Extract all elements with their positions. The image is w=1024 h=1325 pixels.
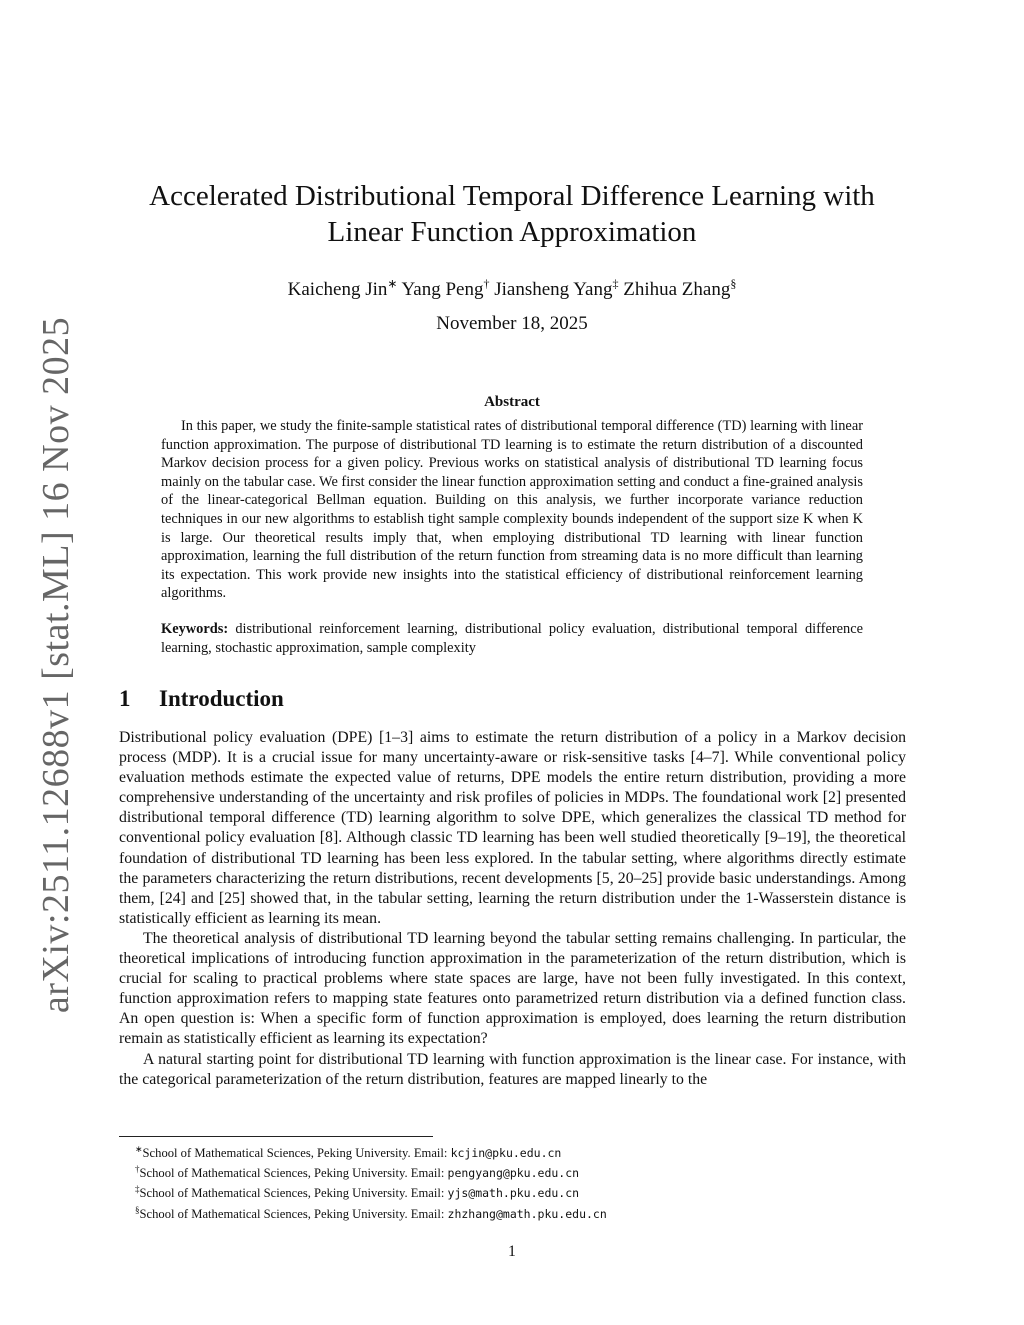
author-mark: ‡ <box>612 277 619 291</box>
footnote-email[interactable]: yjs@math.pku.edu.cn <box>447 1186 580 1201</box>
author-mark: ∗ <box>387 277 398 291</box>
footnote-mark: ∗ <box>135 1144 143 1154</box>
footnote-mark: ‡ <box>135 1184 140 1195</box>
keywords-list: distributional reinforcement learning, distributional policy evaluation, distributional temporal difference learning, stochastic approximation, sample complexity <box>161 621 863 656</box>
footnote <box>119 1181 906 1201</box>
footnote-text: School of Mathematical Sciences, Peking University. Email: <box>139 1166 448 1181</box>
footnote-text: School of Mathematical Sciences, Peking University. Email: <box>139 1186 448 1201</box>
author: Zhihua Zhang§ <box>623 277 737 301</box>
footnote-text: School of Mathematical Sciences, Peking University. Email: <box>139 1206 448 1221</box>
arxiv-identifier-text: arXiv:2511.12688v1 [stat.ML] 16 Nov 2025 <box>35 316 77 1014</box>
keywords-label: Keywords: <box>161 621 229 637</box>
footnote <box>119 1202 906 1222</box>
author-mark: † <box>483 277 490 291</box>
abstract-text: In this paper, we study the finite-sample statistical rates of distributional temporal difference (TD) learning with linear function approximation. The purpose of distributional TD learning is to estimate the return distribution of a discounted Markov decision process for a given policy. Previous works on statistical analysis of distributional TD learning focus mainly on the tabular case. We first consider the linear function approximation setting and conduct a fine-grained analysis of the linear-categorical Bellman equation. Building on this analysis, we further incorporate variance reduction techniques in our new algorithms to establish tight sample complexity bounds independent of the support size K when K is large. Our theoretical results imply that, when employing distributional TD learning with linear function approximation, learning the full distribution of the return function from streaming data is no more difficult than learning its expectation. This work provide new insights into the statistical efficiency of distributional reinforcement learning algorithms. <box>161 418 863 602</box>
footnote-mark: † <box>135 1164 140 1175</box>
abstract-heading: Abstract <box>484 394 540 410</box>
paragraph: The theoretical analysis of distributional TD learning beyond the tabular setting remains challenging. In particular, the theoretical implications of introducing function approximation in the parameterization of the return distribution, which is crucial for scaling to practical problems where state spaces are large, have not been fully investigated. In this context, function approximation refers to mapping state features onto parametrized return distribution via a defined function class. An open question is: When a specific form of function approximation is employed, does learning the return distribution remain as statistically efficient as learning its expectation? <box>119 929 906 1048</box>
author: Kaicheng Jin∗ <box>287 277 398 301</box>
footnotes <box>119 1141 906 1222</box>
footnote-email[interactable]: pengyang@pku.edu.cn <box>447 1166 580 1181</box>
section-number: 1 <box>119 686 131 711</box>
footnote-text: School of Mathematical Sciences, Peking University. Email: <box>142 1146 451 1161</box>
footnote-rule <box>119 1136 433 1137</box>
author-list <box>110 271 914 303</box>
paragraph: Distributional policy evaluation (DPE) [1–3] aims to estimate the return distribution of a policy in a Markov decision process (MDP). It is a crucial issue for many uncertainty-aware or risk-sensitive tasks [4–7]. While conventional policy evaluation methods estimate the expected value of returns, DPE models the entire return distribution, providing a more comprehensive understanding of the uncertainty and risk profiles of policies in MDPs. The foundational work [2] presented distributional temporal difference (TD) learning algorithm to solve DPE, which generalizes the classical TD method for conventional policy evaluation [8]. Although classic TD learning has been well studied theoretically [9–19], the theoretical foundation of distributional TD learning has been less explored. In the tabular setting, where algorithms directly estimate the parameters characterizing the return distributions, recent developments [5, 20–25] provide basic understandings. Among them, [24] and [25] showed that, in the tabular setting, learning the return distribution under the 1-Wasserstein distance is statistically efficient as learning its mean. <box>119 729 906 927</box>
author: Jiansheng Yang‡ <box>494 277 619 301</box>
paragraph: A natural starting point for distributional TD learning with function approximation is the linear case. For instance, with the categorical parameterization of the return distribution, features are mapped linearly to the <box>119 1050 906 1088</box>
footnote <box>119 1141 906 1161</box>
footnote-email[interactable]: zhzhang@math.pku.edu.cn <box>447 1206 607 1221</box>
footnote-email[interactable]: kcjin@pku.edu.cn <box>450 1146 562 1161</box>
keywords <box>161 620 863 657</box>
author-mark: § <box>730 277 737 291</box>
introduction-body <box>119 728 906 1090</box>
footnote <box>119 1161 906 1181</box>
footnote-mark: § <box>135 1204 140 1215</box>
section-heading <box>119 685 284 713</box>
author: Yang Peng† <box>401 277 490 301</box>
section-title: Introduction <box>159 686 284 711</box>
page-number: 1 <box>508 1243 516 1260</box>
paper-title: Accelerated Distributional Temporal Difference Learning with Linear Function Approximation <box>149 180 875 248</box>
paper-date: November 18, 2025 <box>436 313 588 334</box>
